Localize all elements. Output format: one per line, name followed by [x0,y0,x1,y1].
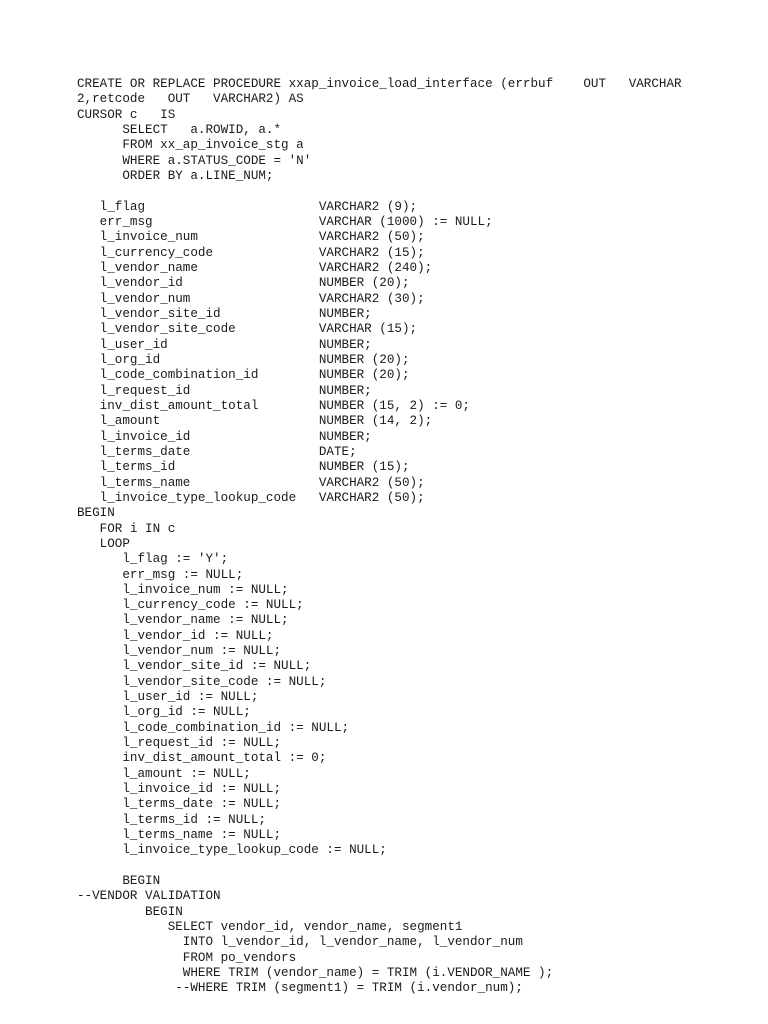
code-line: FROM xx_ap_invoice_stg a [77,138,304,153]
code-line: l_user_id NUMBER; [77,337,372,352]
code-line: INTO l_vendor_id, l_vendor_name, l_vendor_num [77,935,523,950]
code-line: l_vendor_name VARCHAR2 (240); [77,260,433,275]
code-line: l_invoice_id NUMBER; [77,429,372,444]
code-line: err_msg := NULL; [77,567,244,582]
code-line: l_code_combination_id := NULL; [77,720,350,735]
code-line: l_flag := 'Y'; [77,552,229,567]
code-line: --VENDOR VALIDATION [77,889,221,904]
code-line: l_vendor_id := NULL; [77,628,274,643]
code-line [77,184,737,199]
code-line [77,859,737,874]
code-line: inv_dist_amount_total NUMBER (15, 2) := 0; [77,398,470,413]
code-line: l_request_id NUMBER; [77,383,372,398]
code-line: l_org_id NUMBER (20); [77,352,410,367]
code-line: l_vendor_num := NULL; [77,644,282,659]
code-line: l_terms_name := NULL; [77,828,282,843]
code-line: FROM po_vendors [77,950,297,965]
code-line: LOOP [77,536,130,551]
code-line: SELECT vendor_id, vendor_name, segment1 [77,920,463,935]
code-line: l_amount := NULL; [77,766,251,781]
code-line: l_invoice_type_lookup_code VARCHAR2 (50); [77,490,425,505]
code-line: WHERE TRIM (vendor_name) = TRIM (i.VENDOR_NAME ); [77,966,554,981]
code-line: FOR i IN c [77,521,176,536]
code-line: err_msg VARCHAR (1000) := NULL; [77,214,493,229]
code-line: l_org_id := NULL; [77,705,251,720]
code-listing [77,77,737,997]
code-line: l_vendor_site_code VARCHAR (15); [77,322,418,337]
code-line: l_vendor_id NUMBER (20); [77,276,410,291]
code-line: l_invoice_num VARCHAR2 (50); [77,230,425,245]
code-line: l_vendor_site_code := NULL; [77,674,327,689]
code-line: 2,retcode OUT VARCHAR2) AS [77,92,304,107]
code-line: l_terms_id NUMBER (15); [77,460,410,475]
code-line: l_amount NUMBER (14, 2); [77,414,433,429]
code-line: l_terms_id := NULL; [77,812,266,827]
code-line: l_currency_code := NULL; [77,598,304,613]
code-line: CURSOR c IS [77,107,176,122]
code-line: BEGIN [77,904,183,919]
code-line: l_terms_name VARCHAR2 (50); [77,475,425,490]
code-line: l_terms_date := NULL; [77,797,282,812]
code-line: BEGIN [77,874,161,889]
code-line: l_vendor_num VARCHAR2 (30); [77,291,425,306]
code-line: WHERE a.STATUS_CODE = 'N' [77,153,312,168]
code-line: l_invoice_num := NULL; [77,582,289,597]
code-line: ORDER BY a.LINE_NUM; [77,168,274,183]
code-line: SELECT a.ROWID, a.* [77,122,282,137]
code-line: l_request_id := NULL; [77,736,282,751]
code-line: BEGIN [77,506,115,521]
code-line: --WHERE TRIM (segment1) = TRIM (i.vendor_num); [77,981,523,996]
code-line: l_vendor_site_id NUMBER; [77,306,372,321]
code-line: CREATE OR REPLACE PROCEDURE xxap_invoice_load_interface (errbuf OUT VARCHAR [77,77,682,91]
code-line: l_user_id := NULL; [77,690,259,705]
code-line: inv_dist_amount_total := 0; [77,751,327,766]
code-line: l_invoice_type_lookup_code := NULL; [77,843,387,858]
code-line: l_code_combination_id NUMBER (20); [77,368,410,383]
code-line: l_vendor_name := NULL; [77,613,289,628]
code-line: l_vendor_site_id := NULL; [77,659,312,674]
code-line: l_terms_date DATE; [77,444,357,459]
code-line: l_invoice_id := NULL; [77,782,282,797]
code-line: l_currency_code VARCHAR2 (15); [77,245,425,260]
code-line: l_flag VARCHAR2 (9); [77,199,418,214]
